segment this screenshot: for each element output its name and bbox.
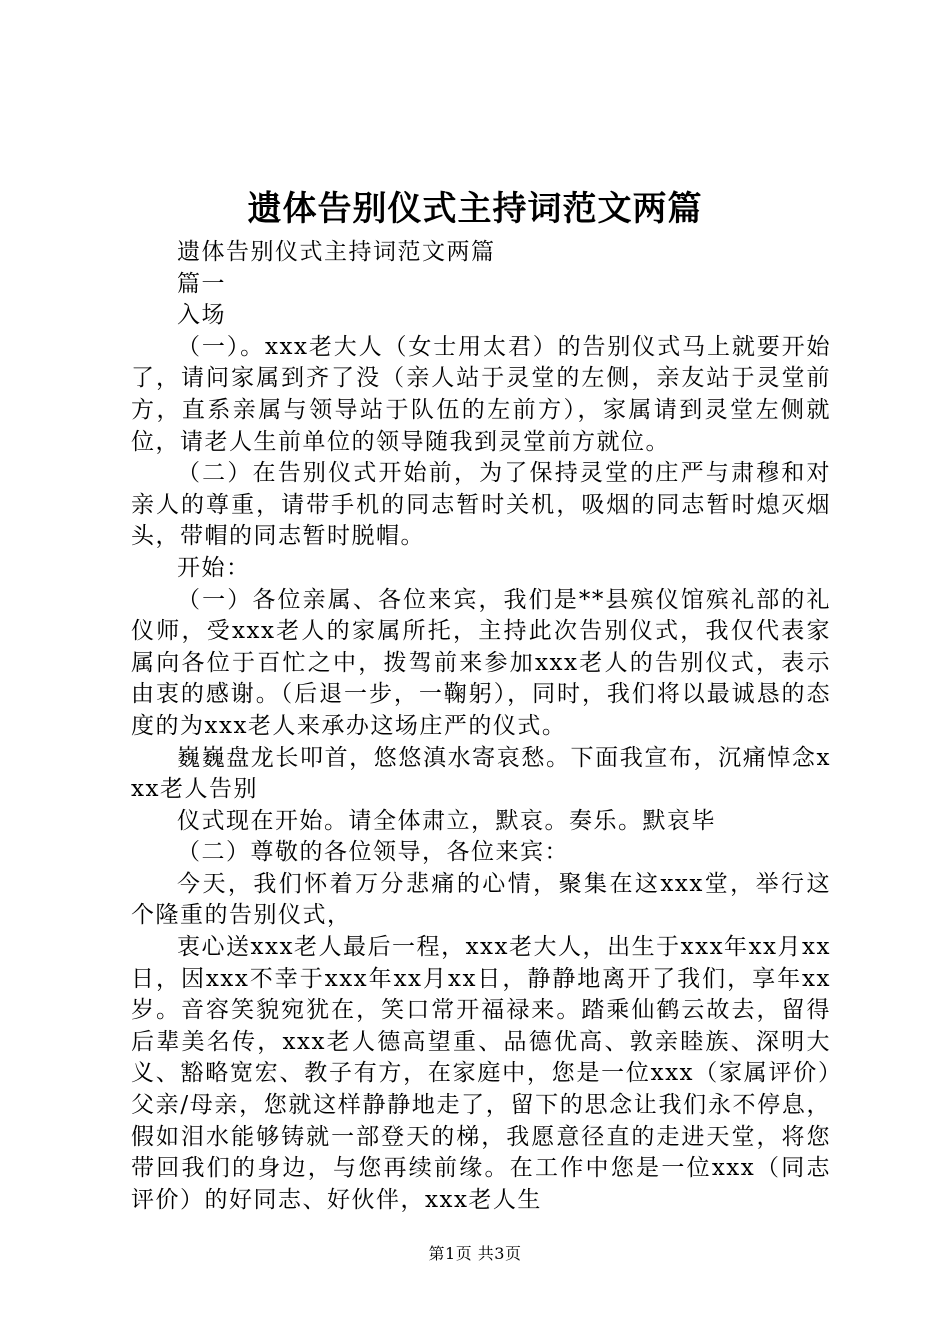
paragraph: 仪式现在开始。请全体肃立，默哀。奏乐。默哀毕 xyxy=(177,807,716,834)
paragraph: 今天，我们怀着万分悲痛的心情，聚集在这xxx堂，举行这个隆重的告别仪式， xyxy=(131,870,831,929)
paragraph: 入场 xyxy=(177,302,226,329)
document-body xyxy=(131,237,831,1216)
paragraph: 遗体告别仪式主持词范文两篇 xyxy=(177,239,496,265)
document-title: 遗体告别仪式主持词范文两篇 xyxy=(247,189,703,229)
paragraph: 篇一 xyxy=(177,270,226,297)
paragraph: 开始： xyxy=(177,554,251,581)
paragraph: （一）。xxx老大人（女士用太君）的告别仪式马上就要开始了，请问家属到齐了没（亲人站于灵堂的左侧，亲友站于灵堂前方，直系亲属与领导站于队伍的左前方），家属请到灵堂左侧就位，请老人生前单位的领导随我到灵堂前方就位。 xyxy=(131,333,831,455)
paragraph: 衷心送xxx老人最后一程，xxx老大人，出生于xxx年xx月xx日，因xxx不幸于xxx年xx月xx日，静静地离开了我们，享年xx岁。音容笑貌宛犹在，笑口常开福禄来。踏乘仙鹤云故去，留得后辈美名传，xxx老人德高望重、品德优高、敦亲睦族、深明大义、豁略宽宏、教子有方，在家庭中，您是一位xxx（家属评价）父亲/母亲，您就这样静静地走了，留下的思念让我们永不停息，假如泪水能够铸就一部登天的梯，我愿意径直的走进天堂，将您带回我们的身边，与您再续前缘。在工作中您是一位xxx（同志评价）的好同志、好伙伴，xxx老人生 xyxy=(131,934,831,1213)
paragraph: （二）尊敬的各位领导，各位来宾： xyxy=(177,839,569,866)
paragraph: （一）各位亲属、各位来宾，我们是**县殡仪馆殡礼部的礼仪师，受xxx老人的家属所托，主持此次告别仪式，我仅代表家属向各位于百忙之中，拨驾前来参加xxx老人的告别仪式，表示由衷的感谢。（后退一步，一鞠躬），同时，我们将以最诚恳的态度的为xxx老人来承办这场庄严的仪式。 xyxy=(131,586,831,739)
paragraph: 巍巍盘龙长叩首，悠悠滇水寄哀愁。下面我宣布，沉痛悼念xxx老人告别 xyxy=(131,744,831,803)
paragraph: （二）在告别仪式开始前，为了保持灵堂的庄严与肃穆和对亲人的尊重，请带手机的同志暂时关机，吸烟的同志暂时熄灭烟头，带帽的同志暂时脱帽。 xyxy=(131,460,831,550)
page-footer: 第1页 共3页 xyxy=(428,1244,522,1263)
